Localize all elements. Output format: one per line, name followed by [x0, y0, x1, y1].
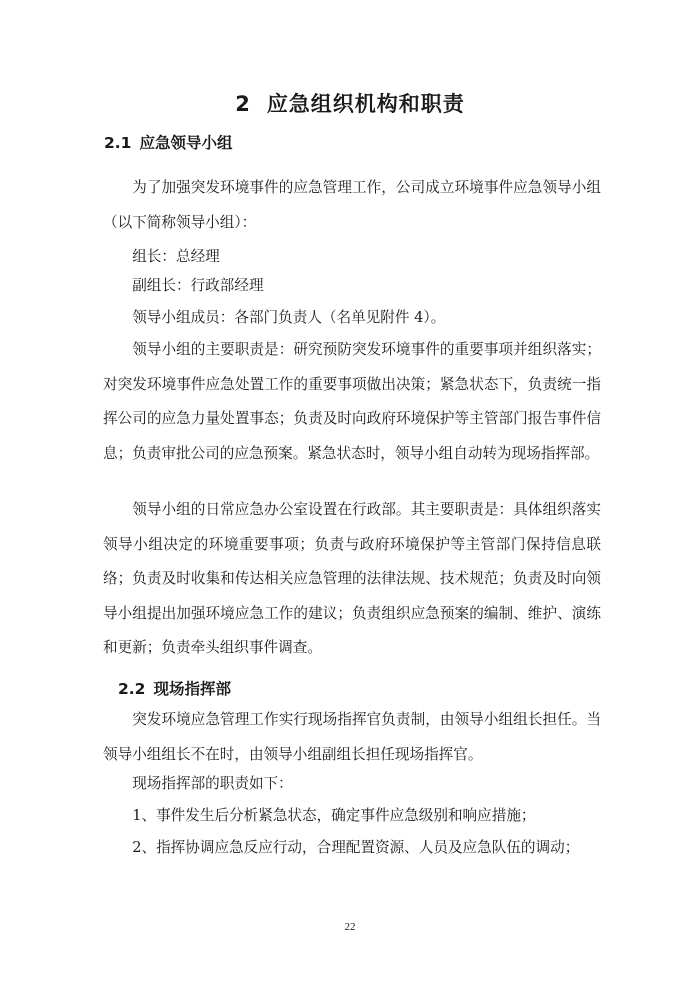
paragraph: 组长：总经理: [132, 248, 220, 265]
paragraph: 2、指挥协调应急反应行动，合理配置资源、人员及应急队伍的调动；: [132, 839, 580, 856]
paragraph: 领导小组的主要职责是：研究预防突发环境事件的重要事项并组织落实；对突发环境事件应急处置工作的重要事项做出决策；紧急状态下，负责统一指挥公司的应急力量处置事态；负责及时向政府环境保护等主管部门报告事件信息；负责审批公司的应急预案。紧急状态时，领导小组自动转为现场指挥部。: [103, 341, 601, 462]
page-number: 22: [344, 921, 356, 933]
section-number: 2.2: [118, 680, 146, 698]
chapter-number: 2: [235, 92, 251, 116]
section-title: 现场指挥部: [153, 680, 231, 698]
section-title: 应急领导小组: [139, 134, 233, 152]
chapter-title-text: 应急组织机构和职责: [266, 92, 465, 116]
section-heading-2-1: [104, 131, 232, 153]
section-number: 2.1: [104, 134, 132, 152]
paragraph: 为了加强突发环境事件的应急管理工作，公司成立环境事件应急领导小组（以下简称领导小组）：: [103, 179, 601, 231]
paragraph: 副组长：行政部经理: [132, 277, 264, 294]
paragraph: 1、事件发生后分析紧急状态，确定事件应急级别和响应措施；: [132, 807, 536, 824]
paragraph: 领导小组的日常应急办公室设置在行政部。其主要职责是：具体组织落实领导小组决定的环境重要事项；负责与政府环境保护等主管部门保持信息联络；负责及时收集和传达相关应急管理的法律法规、技术规范；负责及时向领导小组提出加强环境应急工作的建议；负责组织应急预案的编制、维护、演练和更新；负责牵头组织事件调查。: [103, 501, 601, 657]
paragraph: 突发环境应急管理工作实行现场指挥官负责制，由领导小组组长担任。当领导小组组长不在时，由领导小组副组长担任现场指挥官。: [103, 711, 601, 763]
section-heading-2-2: [118, 677, 231, 699]
paragraph: 现场指挥部的职责如下：: [132, 775, 293, 792]
paragraph: 领导小组成员：各部门负责人（名单见附件 4）。: [132, 309, 446, 326]
chapter-title: [0, 88, 700, 118]
